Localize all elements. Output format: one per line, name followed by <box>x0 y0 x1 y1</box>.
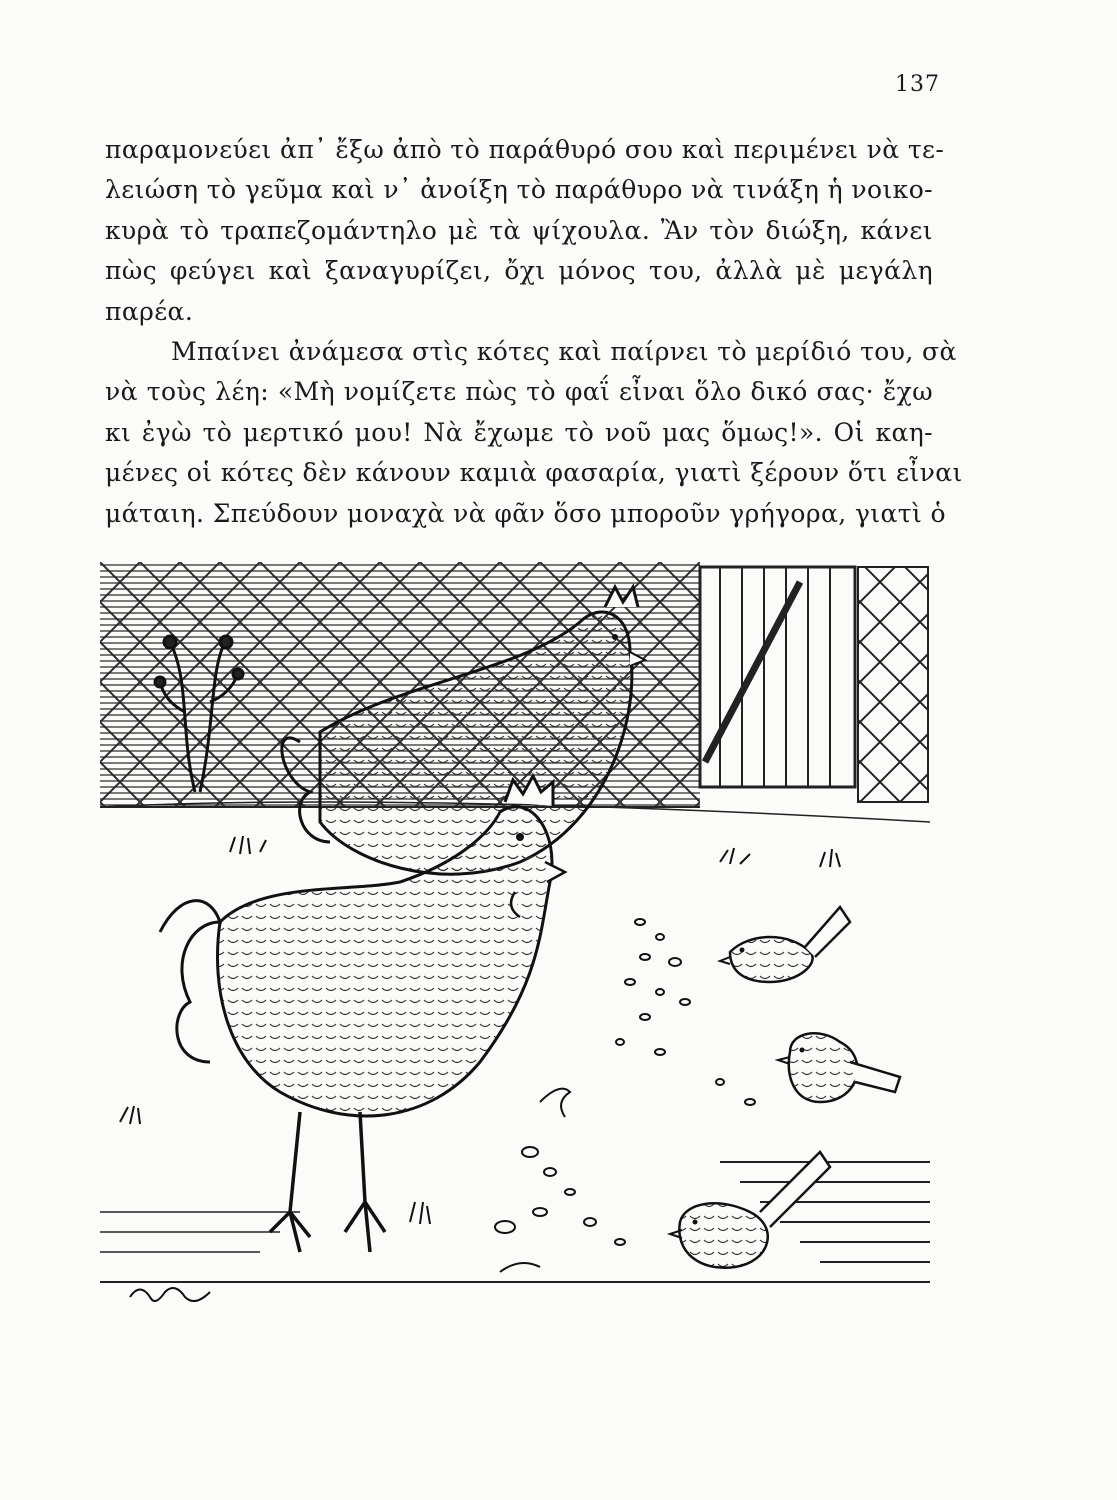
artist-signature <box>130 1288 210 1301</box>
sparrow-top <box>720 907 850 982</box>
text-line: παραμονεύει ἀπ᾽ ἔξω ἀπὸ τὸ παράθυρό σου καὶ περιμένει νὰ τε- <box>105 135 945 164</box>
sparrow-middle <box>778 1033 900 1102</box>
text-line: λειώση τὸ γεῦμα καὶ ν᾽ ἀνοίξη τὸ παράθυρο νὰ τινάξη ἡ νοικο- <box>105 175 933 205</box>
text-line: μάταιη. Σπεύδουν μοναχὰ νὰ φᾶν ὅσο μποροῦν γρήγορα, γιατὶ ὁ <box>105 498 947 528</box>
text-line: κι ἐγὼ τὸ μερτικό μου! Νὰ ἔχωμε τὸ νοῦ μας ὅμως!». Οἱ καη- <box>105 417 933 447</box>
text-line: παρέα. <box>105 296 194 326</box>
text-line: Μπαίνει ἀνάμεσα στὶς κότες καὶ παίρνει τὸ μερίδιό του, σὰ <box>171 336 957 366</box>
chicken-yard-illustration <box>100 562 930 1312</box>
text-line: πὼς φεύγει καὶ ξαναγυρίζει, ὄχι μόνος του, ἀλλὰ μὲ μεγάλη <box>105 256 933 286</box>
sparrow-bottom <box>670 1152 830 1268</box>
body-text <box>105 130 963 534</box>
page-number: 137 <box>895 72 940 97</box>
text-line: νὰ τοὺς λέη: «Μὴ νομίζετε πὼς τὸ φαΐ εἶναι ὅλο δικό σας· ἔχω <box>105 377 933 407</box>
gate <box>700 567 928 802</box>
text-line: μένες οἱ κότες δὲν κάνουν καμιὰ φασαρία, γιατὶ ξέρουν ὅτι εἶναι <box>105 458 963 488</box>
text-line: κυρὰ τὸ τραπεζομάντηλο μὲ τὰ ψίχουλα. Ἂν τὸν διώξη, κάνει <box>105 215 933 245</box>
